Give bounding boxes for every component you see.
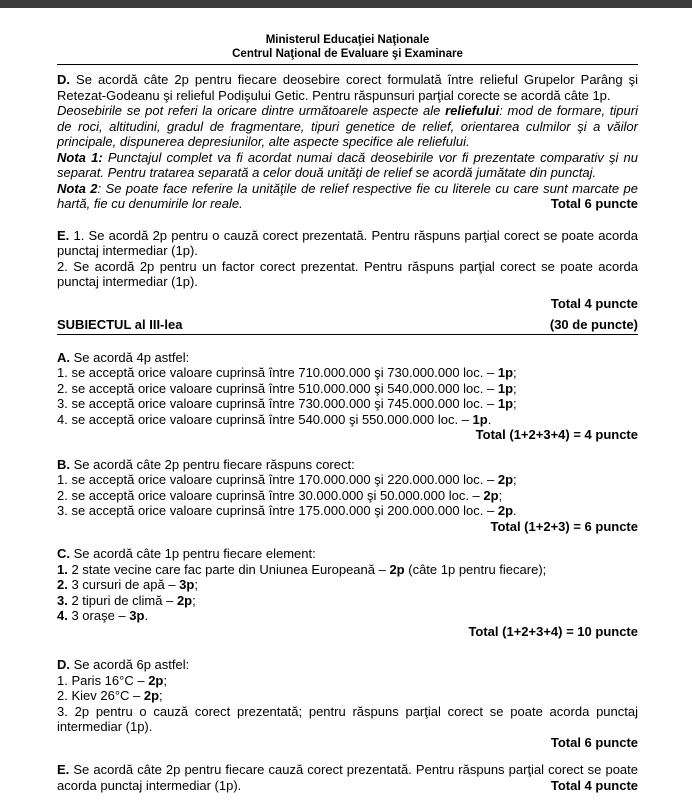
a-item1-text: 1. se acceptă orice valoare cuprinsă între 710.000.000 şi 730.000.000 loc. – (57, 365, 498, 380)
a-item1-end: ; (513, 365, 517, 380)
d2-intro-text: Se acordă 6p astfel: (70, 657, 190, 672)
c-item4-text: 3 oraşe – (67, 608, 130, 623)
nota1-text: Punctajul complet va fi acordat numai dacă deosebirile vor fi prezentate comparativ şi nu separat. Pentru tratarea separată a celor două unităţi de relief se acordă jumătate din punctaj. (57, 149, 638, 180)
a-item3-points: 1p (497, 396, 514, 411)
d1-aspects-paragraph (57, 103, 638, 150)
e1-item2-text: 2. Se acordă 2p pentru un factor corect prezentat. Pentru răspuns parţial corect se poate acorda punctaj intermediar (1p). (57, 258, 638, 289)
b-item2-text: 2. se acceptă orice valoare cuprinsă între 30.000.000 şi 50.000.000 loc. – (57, 487, 484, 503)
b-total: Total (1+2+3) = 6 puncte (490, 518, 638, 534)
b-item2-end: ; (498, 487, 503, 503)
b-intro-text: Se acordă câte 2p pentru fiecare răspuns corect: (70, 456, 355, 472)
a-total: Total (1+2+3+4) = 4 puncte (475, 427, 638, 442)
d1-label: D. (57, 72, 70, 87)
section-b (57, 457, 638, 535)
subject3-heading (57, 317, 638, 335)
section-e2 (57, 762, 638, 793)
d2-item1-text: 1. Paris 16°C – (57, 672, 149, 688)
d1-aspects-post: : mod de formare, tipuri de roci, altitudini, gradul de fragmentare, tipuri genetice de relief, orientarea culmilor şi a văilor principale, dispunerea depresiunilor, alte aspecte specifice ale reliefului. (57, 103, 638, 149)
nota2-label: Nota 2 (57, 180, 98, 196)
list-item (57, 577, 638, 593)
c-item1-points: 2p (389, 561, 405, 577)
section-e1 (57, 228, 638, 312)
list-item (57, 412, 638, 428)
a-item4-end: . (487, 411, 492, 427)
d1-nota1-paragraph (57, 150, 638, 181)
c-intro-text: Se acordă câte 1p pentru fiecare element: (70, 546, 316, 561)
c-item4-points: 3p (129, 608, 145, 623)
c-item3-points: 2p (176, 592, 193, 608)
c-item2-text: 3 cursuri de apă – (67, 577, 180, 592)
list-item (57, 688, 638, 704)
list-item (57, 593, 638, 609)
list-item (57, 396, 638, 412)
list-item (57, 472, 638, 488)
section-c (57, 546, 638, 639)
org-name-line2: Centrul Naţional de Evaluare şi Examinare (232, 47, 463, 60)
b-label: B. (57, 456, 70, 472)
c-total: Total (1+2+3+4) = 10 puncte (468, 623, 638, 639)
e2-text: Se acordă câte 2p pentru fiecare cauză corect prezentată. Pentru răspuns parţial corect se poate acorda punctaj intermediar (1p). (57, 762, 638, 793)
d2-intro-paragraph (57, 657, 638, 673)
list-item (57, 673, 638, 689)
e1-item1-text: 1. Se acordă 2p pentru o cauză corect prezentată. Pentru răspuns parţial corect se poate acorda punctaj intermediar (1p). (57, 227, 638, 258)
d1-total: Total 6 puncte (550, 196, 638, 211)
c-item1-text: 2 state vecine care fac parte din Uniunea Europeană – (67, 561, 390, 577)
d2-item3-paragraph (57, 704, 638, 735)
window-top-bar (0, 0, 692, 8)
b-item3-end: . (513, 503, 517, 518)
e1-item2-paragraph (57, 259, 638, 290)
d2-item3-text: 3. 2p pentru o cauză corect prezentată; pentru răspuns parţial corect se poate acorda punctaj intermediar (1p). (57, 703, 638, 734)
d2-item1-end: ; (163, 672, 167, 688)
a-label: A. (57, 349, 70, 365)
b-item3-text: 3. se acceptă orice valoare cuprinsă între 175.000.000 şi 200.000.000 loc. – (57, 503, 498, 518)
a-item3-end: ; (513, 396, 517, 411)
b-intro-paragraph (57, 457, 638, 473)
document-content (57, 72, 638, 793)
list-item (57, 381, 638, 397)
c-label: C. (57, 546, 70, 561)
a-item4-text: 4. se acceptă orice valoare cuprinsă între 540.000 şi 550.000.000 loc. – (57, 411, 473, 427)
a-item3-text: 3. se acceptă orice valoare cuprinsă între 730.000.000 şi 745.000.000 loc. – (57, 396, 498, 411)
a-intro-text: Se acordă 4p astfel: (70, 349, 190, 365)
c-item1-number: 1. (57, 561, 68, 577)
subject3-title: SUBIECTUL al III-lea (57, 317, 183, 332)
e2-total: Total 4 puncte (550, 777, 638, 793)
a-intro-paragraph (57, 350, 638, 366)
b-item1-text: 1. se acceptă orice valoare cuprinsă între 170.000.000 şi 220.000.000 loc. – (57, 472, 498, 487)
c-intro-paragraph (57, 546, 638, 562)
b-item1-points: 2p (497, 472, 514, 487)
b-item1-end: ; (513, 472, 517, 487)
section-d1 (57, 72, 638, 212)
c-item2-points: 3p (179, 577, 195, 592)
d2-total: Total 6 puncte (550, 734, 638, 750)
c-item3-end: ; (192, 592, 196, 608)
document-page (0, 8, 692, 793)
d1-intro-text: Se acordă câte 2p pentru fiecare deosebire corect formulată între relieful Grupelor Parâng şi Retezat-Godeanu şi relieful Podişului Getic. Pentru răspunsuri parţial corecte se acordă câte 1p. (57, 72, 638, 103)
d2-label: D. (57, 657, 70, 672)
c-item2-number: 2. (57, 577, 68, 592)
a-item2-end: ; (513, 380, 517, 396)
org-name-line1: Ministerul Educaţiei Naţionale (265, 34, 430, 46)
d1-aspects-bold: reliefului (445, 103, 500, 118)
e2-label: E. (57, 762, 70, 777)
list-item (57, 562, 638, 578)
c-item4-end: . (144, 608, 149, 623)
nota1-label: Nota 1: (57, 149, 103, 165)
org-header (57, 34, 638, 65)
section-d2 (57, 657, 638, 750)
b-item3-points: 2p (497, 503, 514, 518)
list-item (57, 608, 638, 624)
b-item2-points: 2p (483, 487, 499, 503)
d1-aspects-pre: Deosebirile se pot referi la oricare dintre următoarele aspecte ale (57, 103, 446, 118)
a-item2-text: 2. se acceptă orice valoare cuprinsă între 510.000.000 şi 540.000.000 loc. – (57, 380, 498, 396)
d2-item1-points: 2p (148, 672, 164, 688)
c-item4-number: 4. (57, 608, 68, 623)
nota2-text: : Se poate face referire la unităţile de relief respective fie cu literele cu care sunt marcate pe hartă, fie cu denumirile lor reale. (57, 180, 638, 211)
c-item1-end: (câte 1p pentru fiecare); (404, 561, 547, 577)
list-item (57, 503, 638, 519)
list-item (57, 488, 638, 504)
d2-item2-points: 2p (143, 688, 160, 703)
c-item3-number: 3. (57, 592, 68, 608)
e1-label: E. (57, 227, 70, 243)
c-item2-end: ; (194, 577, 198, 592)
c-item3-text: 2 tipuri de climă – (67, 592, 177, 608)
list-item (57, 365, 638, 381)
d2-item2-text: 2. Kiev 26°C – (57, 688, 144, 703)
e1-total: Total 4 puncte (550, 295, 638, 311)
a-item2-points: 1p (497, 380, 514, 396)
a-item4-points: 1p (472, 411, 488, 427)
d1-intro-paragraph (57, 72, 638, 103)
section-a (57, 350, 638, 443)
a-item1-points: 1p (497, 365, 514, 380)
d2-item2-end: ; (159, 688, 163, 703)
subject3-points: (30 de puncte) (549, 317, 638, 332)
e1-item1-paragraph (57, 228, 638, 259)
